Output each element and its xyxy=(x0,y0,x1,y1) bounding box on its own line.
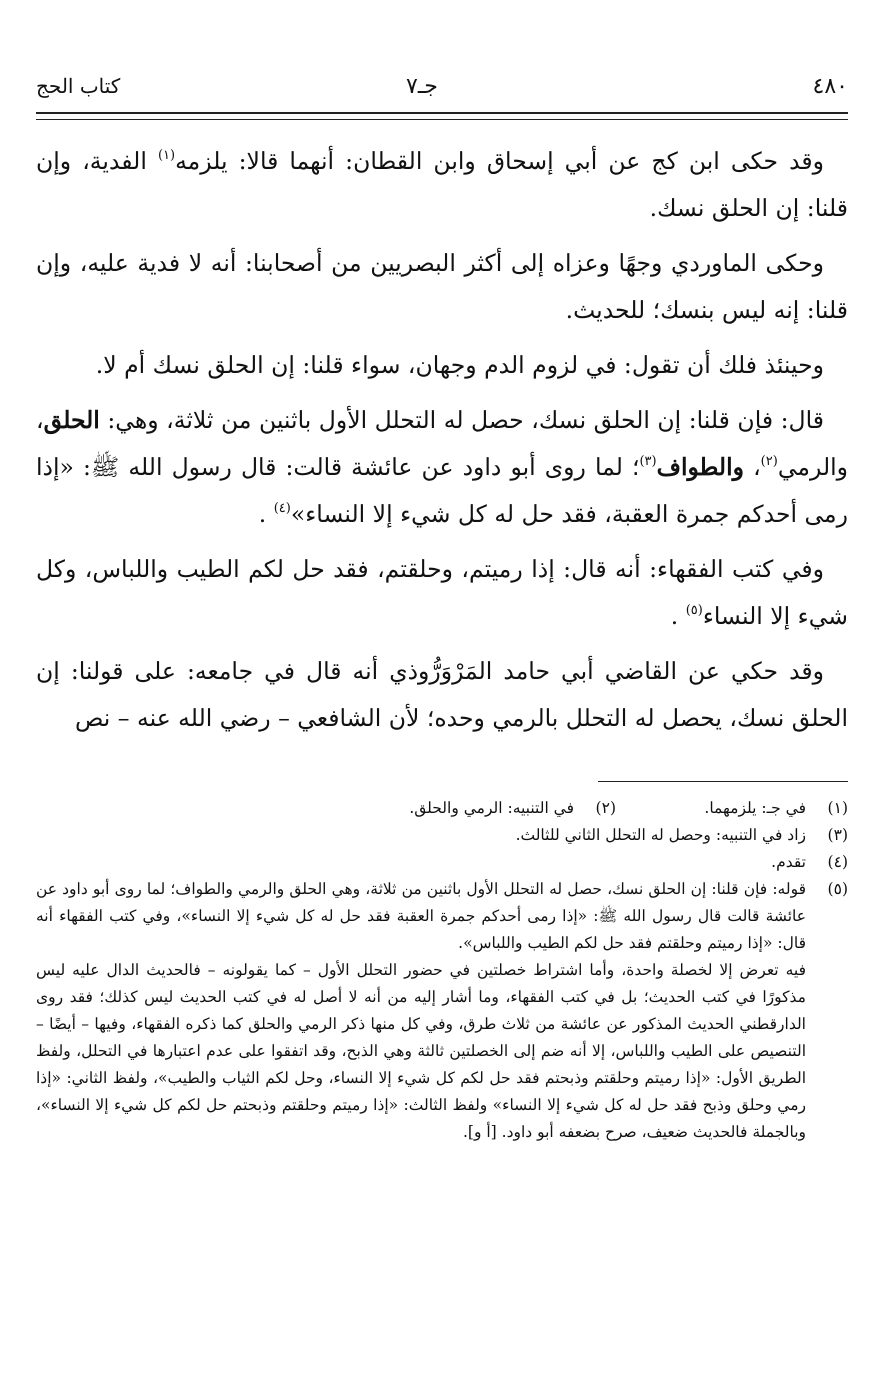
footnote-3-text: زاد في التنبيه: وحصل له التحلل الثاني للثالث. xyxy=(515,826,806,844)
header-rule-thick xyxy=(36,112,848,114)
footnote-2-text: في التنبيه: الرمي والحلق. xyxy=(409,799,574,817)
footnote-row-1-2 xyxy=(36,795,848,822)
main-text xyxy=(36,138,848,750)
footnote-1-text: في جـ: يلزمهما. xyxy=(704,799,806,817)
paragraph-5 xyxy=(36,546,848,640)
footnote-2 xyxy=(216,795,616,822)
footnote-4-text: تقدم. xyxy=(771,853,806,871)
paragraph-5-text-end: . xyxy=(670,602,686,630)
paragraph-2: وحكى الماوردي وجهًا وعزاه إلى أكثر البصريين من أصحابنا: أنه لا فدية عليه، وإن قلنا: إنه ليس بنسك؛ للحديث. xyxy=(36,249,848,324)
footnote-separator xyxy=(598,781,848,782)
footnote-5-number: (٥) xyxy=(827,880,848,898)
paragraph-4-text-2: ، والرمي xyxy=(36,406,848,481)
footnote-ref-3[interactable]: (٣) xyxy=(639,454,657,469)
paragraph-4-text-5: . xyxy=(258,500,274,528)
footnote-2-number: (٢) xyxy=(595,799,616,817)
footnote-ref-1[interactable]: (١) xyxy=(157,148,176,163)
footnote-ref-2[interactable]: (٢) xyxy=(760,454,778,469)
paragraph-5-text: وفي كتب الفقهاء: أنه قال: إذا رميتم، وحلقتم، فقد حل لكم الطيب واللباس، وكل شيء إلا النساء xyxy=(36,555,848,630)
paragraph-1-text: وقد حكى ابن كج عن أبي إسحاق وابن القطان: أنهما قالا: يلزمه xyxy=(175,147,824,175)
paragraph-3: وحينئذ فلك أن تقول: في لزوم الدم وجهان، سواء قلنا: إن الحلق نسك أم لا. xyxy=(95,351,824,379)
book-page xyxy=(36,0,848,1373)
bold-term-halq: الحلق xyxy=(43,406,100,434)
bold-term-tawaf: والطواف xyxy=(656,453,744,481)
footnote-ref-4[interactable]: (٤) xyxy=(273,501,291,516)
paragraph-4-text-4: ؛ لما روى أبو داود عن عائشة قالت: قال رسول الله ﷺ: «إذا رمى أحدكم جمرة العقبة، فقد حل له كل شيء إلا النساء» xyxy=(36,453,848,528)
footnote-1-number: (١) xyxy=(827,799,848,817)
footnote-5 xyxy=(36,876,848,957)
volume-number: جـ٧ xyxy=(406,74,438,99)
book-title: كتاب الحج xyxy=(36,74,121,98)
footnote-5-text: قوله: فإن قلنا: إن الحلق نسك، حصل له التحلل الأول باثنين من ثلاثة، وهي الحلق والرمي والطواف؛ لما روى أبو داود عن عائشة قالت قال رسول الله ﷺ: «إذا رمى أحدكم جمرة العقبة فقد حل له كل شيء إلا النساء»، وفي كتب الفقهاء أنه قال: «إذا رميتم وحلقتم فقد حل لكم الطيب واللباس». xyxy=(36,880,806,952)
paragraph-1-text-end: الفدية، وإن قلنا: إن الحلق نسك. xyxy=(36,147,848,222)
footnote-1 xyxy=(616,795,848,822)
footnote-3 xyxy=(36,822,848,849)
footnote-3-number: (٣) xyxy=(827,826,848,844)
running-head xyxy=(36,74,848,110)
footnote-4-number: (٤) xyxy=(827,853,848,871)
paragraph-6: وقد حكي عن القاضي أبي حامد المَرْوَرُّوذي أنه قال في جامعه: على قولنا: إن الحلق نسك، يحصل له التحلل بالرمي وحده؛ لأن الشافعي – رضي الله عنه – نص xyxy=(36,657,848,732)
header-rule-thin xyxy=(36,119,848,120)
paragraph-4-text: قال: فإن قلنا: إن الحلق نسك، حصل له التحلل الأول باثنين من ثلاثة، وهي: xyxy=(99,406,824,434)
paragraph-1 xyxy=(36,138,848,232)
paragraph-4 xyxy=(36,397,848,538)
paragraph-4-text-3: ، xyxy=(743,453,761,481)
footnote-5-continued: فيه تعرض إلا لخصلة واحدة، وأما اشتراط خصلتين في حضور التحلل الأول – كما يقولونه – فالحديث الدال عليه ليس مذكورًا في كتب الحديث؛ بل في كتب الفقهاء، وما أشار إليه من أنه لا أصل له في كتب الحديث ليس كذلك؛ فقد روى الدارقطني الحديث المذكور عن عائشة من ثلاث طرق، وفي كل منها ذكر الرمي والحلق كما ذكره الفقهاء، وفيها – أيضًا – التنصيص على الطيب واللباس، إلا أنه ضم إلى الخصلتين ثالثة وهي الذبح، وقد اتفقوا على عدم اعتبارها في التحلل، ولفظ الطريق الأول: «إذا رميتم وحلقتم وذبحتم فقد حل لكم كل شيء إلا النساء، وحل لكم الثياب والطيب»، ولفظ الثاني: «إذا رمي وحلق وذبح فقد حل له كل شيء إلا النساء» ولفظ الثالث: «إذا رميتم وحلقتم وذبحتم حل لكم كل شيء إلا النساء»، وبالجملة فالحديث ضعيف، صرح بضعفه أبو داود. [أ و]. xyxy=(36,961,806,1141)
page-number: ٤٨٠ xyxy=(812,74,848,99)
footnote-4 xyxy=(36,849,848,876)
footnotes xyxy=(36,795,848,1146)
footnote-ref-5[interactable]: (٥) xyxy=(685,603,703,618)
